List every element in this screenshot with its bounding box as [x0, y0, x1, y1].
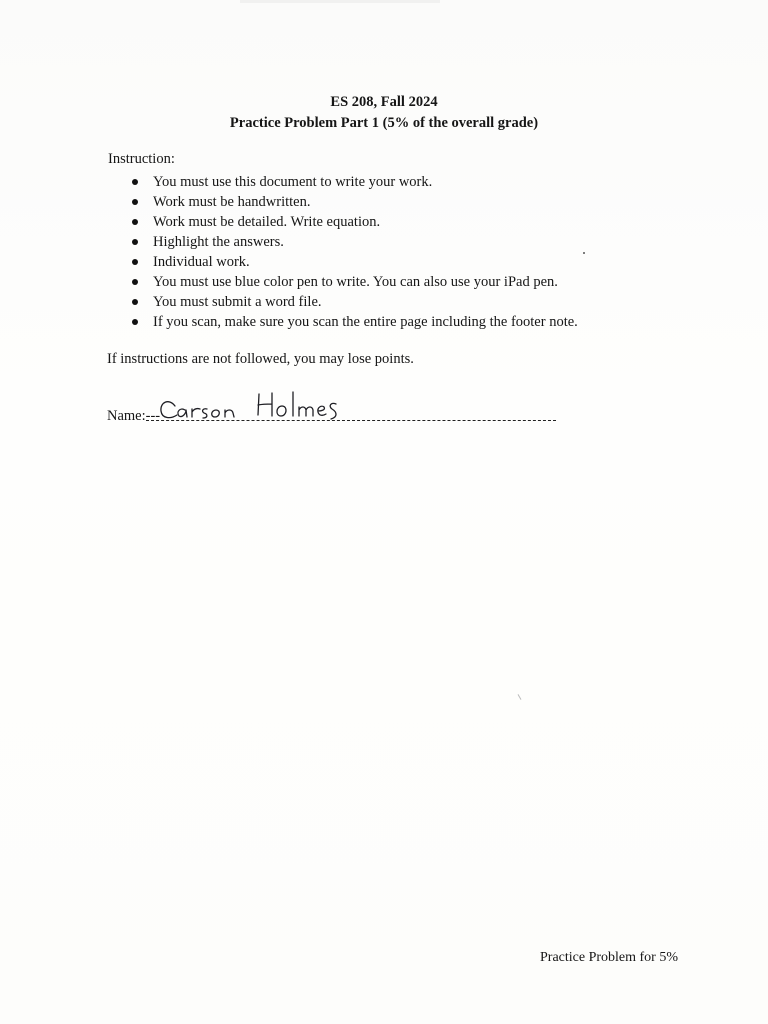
- list-item: If you scan, make sure you scan the entire page including the footer note.: [130, 312, 578, 332]
- list-item: Highlight the answers.: [130, 232, 578, 252]
- bullet-icon: [132, 299, 138, 305]
- scan-speck: [583, 252, 585, 254]
- list-item: You must use this document to write your work.: [130, 172, 578, 192]
- scan-edge: [240, 0, 440, 3]
- bullet-icon: [132, 239, 138, 245]
- list-item: You must use blue color pen to write. You can also use your iPad pen.: [130, 272, 578, 292]
- name-label: Name:---: [107, 408, 161, 424]
- handwritten-name-signature: [155, 386, 345, 422]
- bullet-icon: [132, 259, 138, 265]
- bullet-icon: [132, 199, 138, 205]
- list-item: Work must be detailed. Write equation.: [130, 212, 578, 232]
- bullet-icon: [132, 179, 138, 185]
- footer-note: Practice Problem for 5%: [540, 950, 679, 965]
- list-item: Individual work.: [130, 252, 578, 272]
- bullet-icon: [132, 319, 138, 325]
- assignment-subtitle: Practice Problem Part 1 (5% of the overall grade): [229, 115, 539, 131]
- scan-speck: [518, 694, 522, 700]
- course-title: ES 208, Fall 2024: [330, 94, 438, 110]
- instruction-label: Instruction:: [108, 151, 175, 167]
- bullet-icon: [132, 279, 138, 285]
- bullet-icon: [132, 219, 138, 225]
- list-item: Work must be handwritten.: [130, 192, 578, 212]
- warning-note: If instructions are not followed, you may lose points.: [107, 351, 414, 367]
- list-item: You must submit a word file.: [130, 292, 578, 312]
- instruction-list: [130, 172, 578, 332]
